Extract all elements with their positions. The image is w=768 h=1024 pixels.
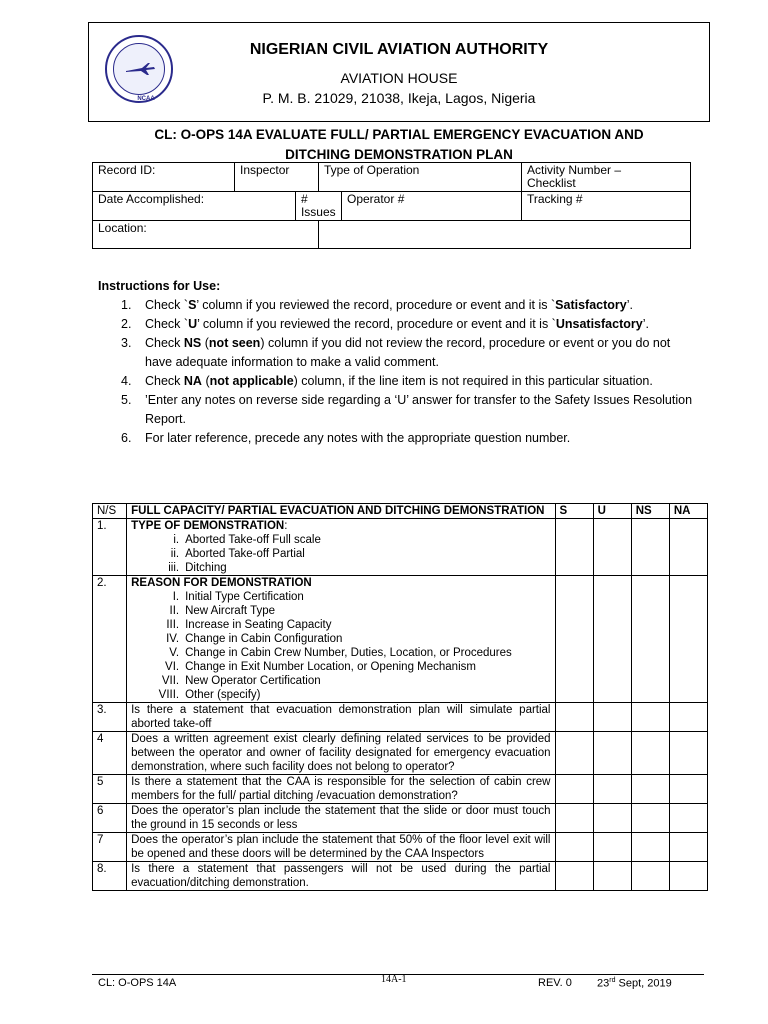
list-item: VII. New Operator Certification [161,675,321,687]
instructions-heading: Instructions for Use: [98,279,221,293]
check-cell-u[interactable] [593,576,631,703]
table-row [93,804,708,833]
header-question: FULL CAPACITY/ PARTIAL EVACUATION AND DITCHING DEMONSTRATION [127,504,555,519]
row-question: Does a written agreement exist clearly defining related services to be provided between the operator and owner of facility designated for emergency evacuation demonstration, where such facility does not belong to operator? [127,732,555,775]
footer-page-number: 14A-1 [381,974,407,985]
check-cell-s[interactable] [555,833,593,862]
org-name: NIGERIAN CIVIL AVIATION AUTHORITY [249,41,549,58]
type-of-operation-label: Type of Operation [323,163,420,177]
table-row [93,833,708,862]
check-cell-ns[interactable] [631,833,669,862]
row-number: 5 [93,775,127,804]
check-cell-u[interactable] [593,862,631,891]
instruction-item: 5. ’Enter any notes on reverse side regarding a ‘U’ answer for transfer to the Safety Issues Resolution Report. [121,393,693,426]
list-item: I. Initial Type Certification [172,591,304,603]
header-u: U [593,504,631,519]
row-heading: REASON FOR DEMONSTRATION [131,577,312,589]
list-item: i. Aborted Take-off Full scale [173,534,321,546]
header-na: NA [669,504,707,519]
list-item: VI. Change in Exit Number Location, or Opening Mechanism [165,661,476,673]
row-number: 8. [93,862,127,891]
instructions [98,277,698,448]
row-question [127,576,555,703]
row-question: Does the operator’s plan include the statement that 50% of the floor level exit will be opened and these doors will be determined by the CAA Inspectors [127,833,555,862]
check-cell-na[interactable] [669,519,707,576]
check-cell-ns[interactable] [631,862,669,891]
row-question: Does the operator’s plan include the statement that the slide or door must touch the ground in 15 seconds or less [127,804,555,833]
issues-field[interactable] [295,192,341,221]
table-row [93,576,708,703]
footer-revision: REV. 0 [538,977,572,989]
check-cell-na[interactable] [669,775,707,804]
check-cell-na[interactable] [669,804,707,833]
issues-label: # Issues [300,192,336,219]
table-row [93,732,708,775]
check-cell-u[interactable] [593,833,631,862]
location-value-field[interactable] [318,221,690,249]
record-id-label: Record ID: [98,163,156,177]
footer-doc-code: CL: O-OPS 14A [98,977,177,989]
tracking-label: Tracking # [527,192,583,206]
row-number: 1. [93,519,127,576]
footer-date: 23rd Sept, 2019 [597,977,672,990]
activity-number-field[interactable] [522,163,691,192]
row-number: 3. [93,703,127,732]
check-cell-u[interactable] [593,804,631,833]
check-cell-s[interactable] [555,862,593,891]
check-cell-u[interactable] [593,775,631,804]
header-s: S [555,504,593,519]
check-cell-s[interactable] [555,804,593,833]
check-cell-na[interactable] [669,833,707,862]
title-line-2: DITCHING DEMONSTRATION PLAN [285,147,513,162]
header-ns: N/S [93,504,127,519]
title-line-1: CL: O-OPS 14A EVALUATE FULL/ PARTIAL EMERGENCY EVACUATION AND [154,127,644,142]
instruction-item: 3. Check NS (not seen) column if you did not review the record, procedure or event or you do not have adequate information to make a valid comment. [121,336,671,369]
check-cell-u[interactable] [593,519,631,576]
check-cell-ns[interactable] [631,576,669,703]
header-box [88,22,710,122]
row-question: Is there a statement that the CAA is responsible for the selection of cabin crew members for the full/ partial ditching /evacuation demonstration? [127,775,555,804]
check-cell-na[interactable] [669,732,707,775]
row-heading: TYPE OF DEMONSTRATION [131,520,285,532]
header-ns-col: NS [631,504,669,519]
inspector-label: Inspector [240,163,290,177]
list-item: III. Increase in Seating Capacity [166,619,332,631]
location-field[interactable] [93,221,319,249]
record-id-field[interactable] [93,163,235,192]
check-cell-ns[interactable] [631,732,669,775]
check-cell-na[interactable] [669,862,707,891]
logo-text: NCAA [137,96,155,102]
instruction-item: 2. Check `U’ column if you reviewed the record, procedure or event and it is `Unsatisfactory’. [121,317,649,331]
check-cell-s[interactable] [555,703,593,732]
check-cell-ns[interactable] [631,775,669,804]
operator-label: Operator # [347,192,405,206]
tracking-field[interactable] [522,192,691,221]
row-number: 7 [93,833,127,862]
checklist-table [92,503,708,891]
org-address: P. M. B. 21029, 21038, Ikeja, Lagos, Nigeria [262,90,536,106]
row-number: 6 [93,804,127,833]
check-cell-ns[interactable] [631,804,669,833]
check-cell-u[interactable] [593,732,631,775]
table-row [93,862,708,891]
check-cell-ns[interactable] [631,519,669,576]
operator-field[interactable] [342,192,522,221]
table-row [93,775,708,804]
list-item: iii. Ditching [168,562,227,574]
row-number: 2. [93,576,127,703]
check-cell-s[interactable] [555,732,593,775]
activity-number-label: Activity Number – [527,163,622,177]
check-cell-ns[interactable] [631,703,669,732]
list-item: IV. Change in Cabin Configuration [166,633,343,645]
check-cell-u[interactable] [593,703,631,732]
check-cell-na[interactable] [669,703,707,732]
document-title [88,125,710,165]
instruction-item: 4. Check NA (not applicable) column, if the line item is not required in this particular situation. [121,374,653,388]
row-question: Is there a statement that passengers will not be used during the partial evacuation/ditching demonstration. [127,862,555,891]
list-item: VIII. Other (specify) [158,689,261,701]
row-number: 4 [93,732,127,775]
check-cell-na[interactable] [669,576,707,703]
list-item: ii. Aborted Take-off Partial [170,548,305,560]
inspector-field[interactable] [235,163,319,192]
check-cell-s[interactable] [555,775,593,804]
location-label: Location: [98,221,147,235]
type-of-operation-field[interactable] [318,163,521,192]
list-item: V. Change in Cabin Crew Number, Duties, Location, or Procedures [169,647,512,659]
instruction-item: 6. For later reference, precede any notes with the appropriate question number. [121,431,571,445]
list-item: II. New Aircraft Type [169,605,276,617]
check-cell-s[interactable] [555,576,593,703]
check-cell-s[interactable] [555,519,593,576]
date-accomplished-field[interactable] [93,192,296,221]
date-accomplished-label: Date Accomplished: [98,192,205,206]
checklist-label: Checklist [527,176,576,190]
table-row [93,519,708,576]
org-subtitle: AVIATION HOUSE [340,70,458,86]
table-row [93,703,708,732]
instruction-item: 1. Check `S’ column if you reviewed the record, procedure or event and it is `Satisfactory’. [121,298,633,312]
record-info-table [92,162,691,249]
row-question: TYPE OF DEMONSTRATION: i. Aborted Take-off Full scale ii. Aborted Take-off Partial iii. Ditching [127,519,555,576]
checklist-header-row [93,504,708,519]
row-question: Is there a statement that evacuation demonstration plan will simulate partial aborted take-off [127,703,555,732]
